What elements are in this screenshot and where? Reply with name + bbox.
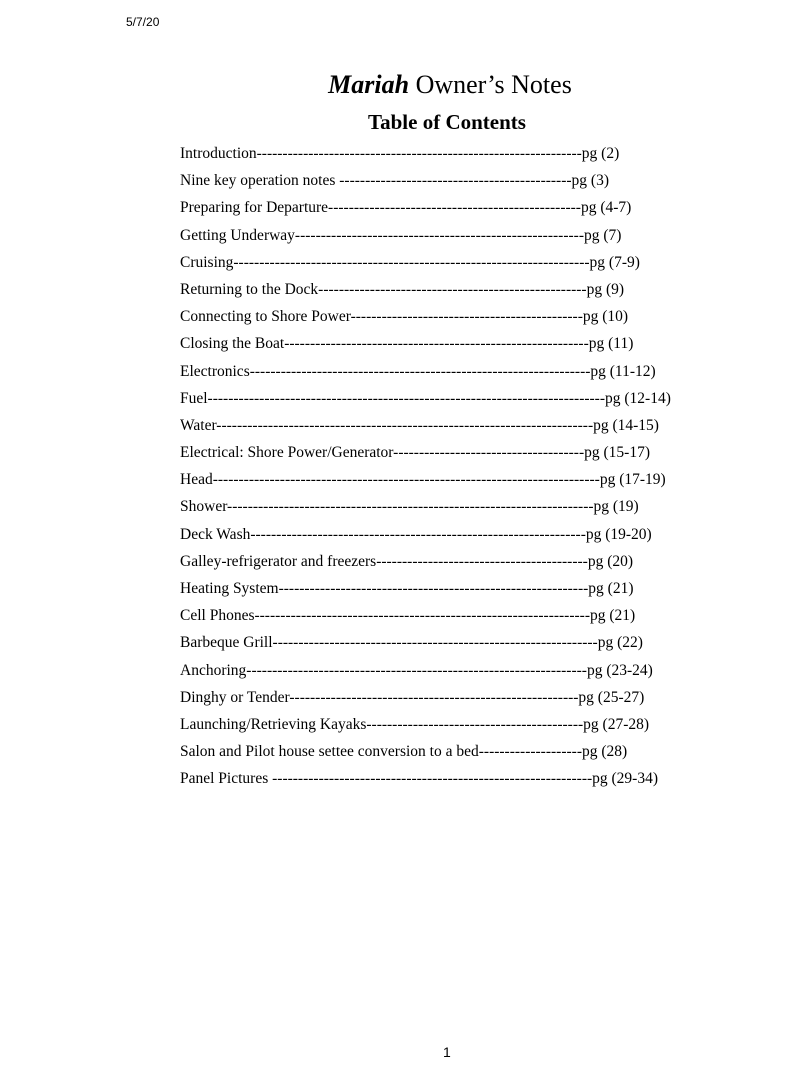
toc-entry-barbeque: Barbeque Grill---------------------------------------------------------------pg (22) xyxy=(180,634,643,652)
toc-entry-shower: Shower-----------------------------------------------------------------------pg (19) xyxy=(180,498,639,516)
toc-entry-introduction: Introduction---------------------------------------------------------------pg (2) xyxy=(180,145,620,162)
toc-entry-deck-wash: Deck Wash-----------------------------------------------------------------pg (19-20) xyxy=(180,525,652,543)
boat-name: Mariah xyxy=(328,70,410,99)
page-number: 1 xyxy=(443,1044,451,1060)
toc-entry-electrical: Electrical: Shore Power/Generator-------------------------------------pg (15-17) xyxy=(180,444,650,462)
toc-entry-getting-underway: Getting Underway--------------------------------------------------------pg (7) xyxy=(180,226,622,244)
table-of-contents xyxy=(180,143,671,796)
toc-entry-anchoring: Anchoring------------------------------------------------------------------pg (23-24) xyxy=(180,661,653,679)
toc-heading: Table of Contents xyxy=(368,110,526,134)
toc-entry-closing-boat: Closing the Boat-----------------------------------------------------------pg (11) xyxy=(180,335,634,353)
toc-entry-nine-key-notes: Nine key operation notes ---------------------------------------------pg (3) xyxy=(180,172,609,190)
toc-entry-preparing-departure: Preparing for Departure-------------------------------------------------pg (4-7) xyxy=(180,199,632,217)
title-rest: Owner’s Notes xyxy=(409,70,572,99)
toc-entry-head: Head---------------------------------------------------------------------------pg (17-19) xyxy=(180,471,666,489)
toc-entry-kayaks: Launching/Retrieving Kayaks------------------------------------------pg (27-28) xyxy=(180,715,650,733)
toc-entry-cell-phones: Cell Phones-----------------------------------------------------------------pg (21) xyxy=(180,607,636,625)
toc-entry-galley: Galley-refrigerator and freezers-----------------------------------------pg (20) xyxy=(180,552,634,570)
toc-entry-returning-dock: Returning to the Dock----------------------------------------------------pg (9) xyxy=(180,280,625,298)
document-title xyxy=(0,70,808,100)
toc-entry-fuel: Fuel-----------------------------------------------------------------------------pg (12-14) xyxy=(180,389,671,407)
toc-entry-electronics: Electronics------------------------------------------------------------------pg (11-12) xyxy=(180,362,656,380)
toc-entry-panel-pictures: Panel Pictures --------------------------------------------------------------pg (29-34) xyxy=(180,770,659,788)
toc-entry-cruising: Cruising---------------------------------------------------------------------pg (7-9) xyxy=(180,253,640,271)
toc-entry-dinghy: Dinghy or Tender--------------------------------------------------------pg (25-27) xyxy=(180,688,645,706)
toc-entry-heating: Heating System------------------------------------------------------------pg (21) xyxy=(180,580,634,597)
header-date: 5/7/20 xyxy=(126,15,160,29)
toc-entry-settee: Salon and Pilot house settee conversion to a bed--------------------pg (28) xyxy=(180,743,628,761)
toc-entry-water: Water-------------------------------------------------------------------------pg (14-15) xyxy=(180,416,659,434)
toc-entry-shore-power: Connecting to Shore Power---------------------------------------------pg (10) xyxy=(180,308,629,326)
